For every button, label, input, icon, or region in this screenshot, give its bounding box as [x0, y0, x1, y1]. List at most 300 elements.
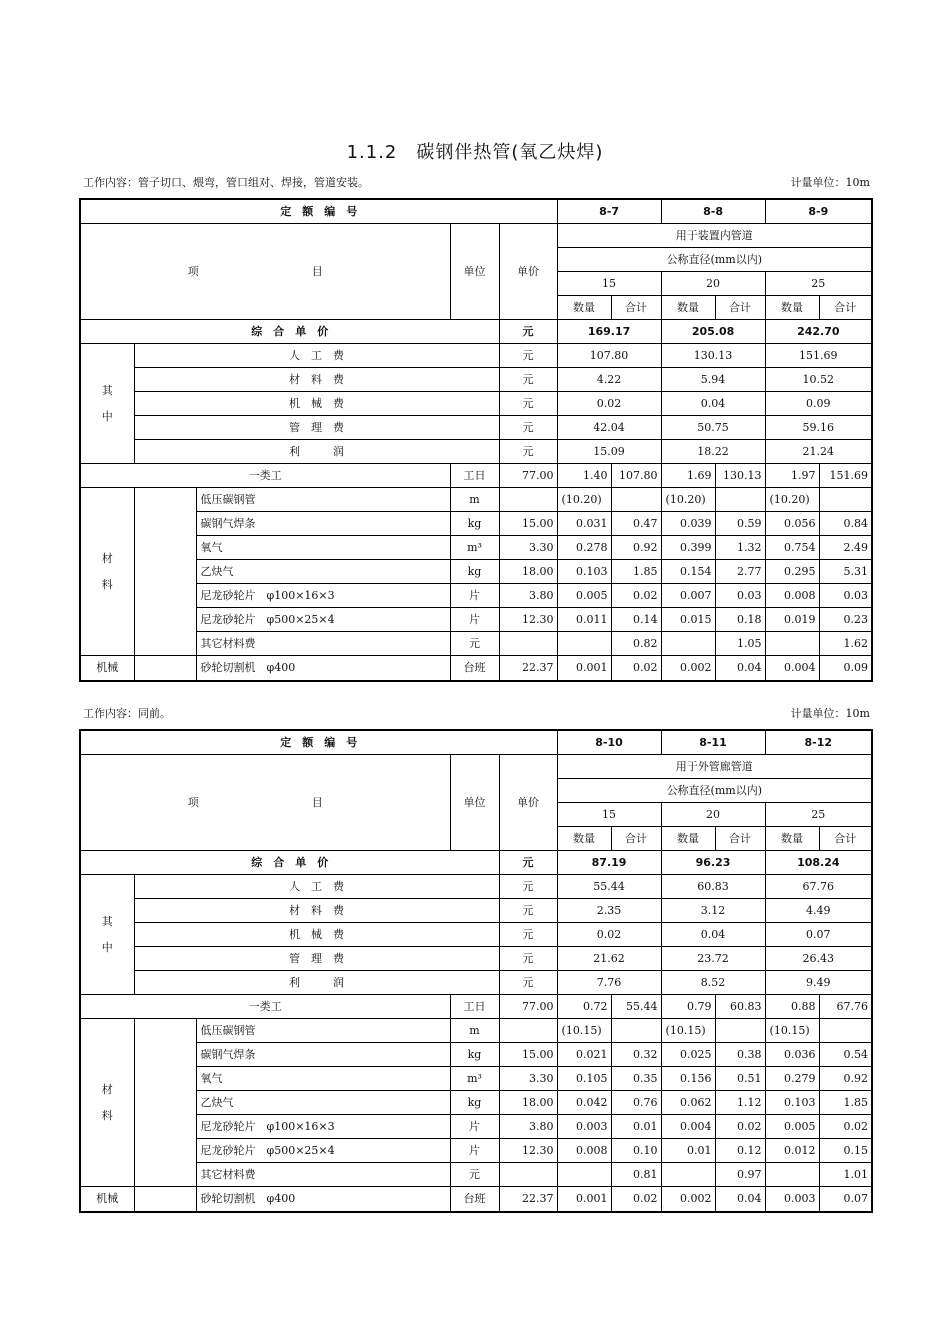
cost-value: 10.52	[765, 368, 872, 392]
material-sum: 0.10	[611, 1139, 661, 1163]
composite-label: 综 合 单 价	[80, 851, 499, 875]
material-qty: 0.015	[661, 608, 715, 632]
labor-cell: 55.44	[611, 995, 661, 1019]
cost-value: 0.04	[661, 923, 765, 947]
cost-value: 7.76	[557, 971, 661, 995]
qty-label: 数量	[557, 296, 611, 320]
composite-row	[80, 851, 872, 875]
cost-row	[80, 947, 872, 971]
material-sum: 0.51	[715, 1067, 765, 1091]
cost-value: 23.72	[661, 947, 765, 971]
material-price: 15.00	[499, 1043, 557, 1067]
material-qty: 0.056	[765, 512, 819, 536]
material-sum: 0.92	[819, 1067, 872, 1091]
section-2-meta	[83, 706, 870, 722]
labor-label: 一类工	[80, 464, 450, 488]
material-qty: 0.025	[661, 1043, 715, 1067]
material-unit: kg	[450, 512, 499, 536]
labor-cell: 67.76	[819, 995, 872, 1019]
material-sum: 0.15	[819, 1139, 872, 1163]
quota-code-row	[80, 199, 872, 224]
cost-value: 0.02	[557, 923, 661, 947]
diameter-value: 20	[661, 803, 765, 827]
material-sum: 0.97	[715, 1163, 765, 1187]
machine-sum: 0.07	[819, 1187, 872, 1212]
material-sum	[611, 1019, 661, 1043]
material-qty	[765, 632, 819, 656]
material-qty: 0.154	[661, 560, 715, 584]
composite-row	[80, 320, 872, 344]
cost-value: 0.07	[765, 923, 872, 947]
labor-price: 77.00	[499, 995, 557, 1019]
quota-code: 8-11	[661, 730, 765, 755]
material-sum: 0.54	[819, 1043, 872, 1067]
material-row	[80, 1091, 872, 1115]
material-name: 低压碳钢管	[196, 488, 450, 512]
cost-label: 管 理 费	[134, 947, 499, 971]
material-qty	[557, 632, 611, 656]
labor-unit: 工日	[450, 995, 499, 1019]
material-sum: 1.62	[819, 632, 872, 656]
material-row	[80, 1067, 872, 1091]
material-name: 乙炔气	[196, 1091, 450, 1115]
qty-label: 数量	[765, 296, 819, 320]
quota-table-1	[79, 198, 873, 682]
composite-value: 87.19	[557, 851, 661, 875]
material-qty	[661, 1163, 715, 1187]
diameter-label: 公称直径(mm以内)	[557, 248, 872, 272]
material-qty: (10.15)	[765, 1019, 819, 1043]
cost-unit: 元	[499, 416, 557, 440]
machine-blank	[134, 1187, 196, 1212]
among-label: 其中	[80, 875, 134, 995]
material-unit: m	[450, 488, 499, 512]
quota-code: 8-9	[765, 199, 872, 224]
cost-unit: 元	[499, 947, 557, 971]
labor-row	[80, 464, 872, 488]
material-sum	[715, 488, 765, 512]
material-sum: 0.59	[715, 512, 765, 536]
material-qty: 0.103	[557, 560, 611, 584]
machine-row	[80, 656, 872, 681]
qty-label: 数量	[661, 296, 715, 320]
cost-value: 5.94	[661, 368, 765, 392]
labor-cell: 1.69	[661, 464, 715, 488]
cost-label: 机 械 费	[134, 392, 499, 416]
quota-code-row	[80, 730, 872, 755]
labor-cell: 151.69	[819, 464, 872, 488]
material-qty	[765, 1163, 819, 1187]
material-sum: 0.03	[715, 584, 765, 608]
labor-cell: 0.88	[765, 995, 819, 1019]
material-sum: 1.32	[715, 536, 765, 560]
sum-label: 合计	[819, 296, 872, 320]
material-row	[80, 512, 872, 536]
material-name: 氧气	[196, 536, 450, 560]
material-sum: 0.92	[611, 536, 661, 560]
header-row	[80, 755, 872, 779]
cost-unit: 元	[499, 923, 557, 947]
material-row	[80, 1019, 872, 1043]
machine-sum: 0.04	[715, 1187, 765, 1212]
machine-qty: 0.002	[661, 1187, 715, 1212]
quota-code: 8-8	[661, 199, 765, 224]
materials-blank	[134, 488, 196, 656]
material-unit: m	[450, 1019, 499, 1043]
material-qty: 0.01	[661, 1139, 715, 1163]
material-unit: m³	[450, 1067, 499, 1091]
material-unit: kg	[450, 1091, 499, 1115]
material-unit: 片	[450, 608, 499, 632]
composite-value: 108.24	[765, 851, 872, 875]
material-qty	[661, 632, 715, 656]
cost-value: 15.09	[557, 440, 661, 464]
quota-code: 8-12	[765, 730, 872, 755]
machine-row	[80, 1187, 872, 1212]
material-price: 3.80	[499, 584, 557, 608]
machine-name: 砂轮切割机 φ400	[196, 656, 450, 681]
material-name: 乙炔气	[196, 560, 450, 584]
material-sum	[819, 1019, 872, 1043]
labor-cell: 130.13	[715, 464, 765, 488]
material-qty: 0.031	[557, 512, 611, 536]
machine-qty: 0.003	[765, 1187, 819, 1212]
diameter-value: 20	[661, 272, 765, 296]
cost-value: 67.76	[765, 875, 872, 899]
cost-unit: 元	[499, 875, 557, 899]
material-qty: 0.279	[765, 1067, 819, 1091]
qty-label: 数量	[765, 827, 819, 851]
material-name: 尼龙砂轮片 φ500×25×4	[196, 608, 450, 632]
labor-price: 77.00	[499, 464, 557, 488]
material-qty: 0.042	[557, 1091, 611, 1115]
cost-label: 管 理 费	[134, 416, 499, 440]
work-content: 工作内容：同前。	[83, 707, 171, 720]
material-sum: 0.18	[715, 608, 765, 632]
material-sum: 5.31	[819, 560, 872, 584]
material-sum: 0.23	[819, 608, 872, 632]
material-unit: 片	[450, 1139, 499, 1163]
material-qty: (10.20)	[765, 488, 819, 512]
unit-label: 单位	[450, 224, 499, 320]
cost-unit: 元	[499, 440, 557, 464]
cost-row	[80, 344, 872, 368]
machine-sum: 0.02	[611, 656, 661, 681]
header-row	[80, 224, 872, 248]
composite-unit: 元	[499, 851, 557, 875]
unit-label: 单位	[450, 755, 499, 851]
material-sum: 2.49	[819, 536, 872, 560]
material-qty: 0.754	[765, 536, 819, 560]
cost-label: 人 工 费	[134, 344, 499, 368]
composite-value: 169.17	[557, 320, 661, 344]
price-label: 单价	[499, 224, 557, 320]
sum-label: 合计	[715, 827, 765, 851]
material-row	[80, 536, 872, 560]
material-qty: 0.003	[557, 1115, 611, 1139]
material-qty: 0.278	[557, 536, 611, 560]
usage-label: 用于外管廊管道	[557, 755, 872, 779]
diameter-value: 25	[765, 803, 872, 827]
cost-row	[80, 923, 872, 947]
quota-table-2	[79, 729, 873, 1213]
machine-name: 砂轮切割机 φ400	[196, 1187, 450, 1212]
materials-label: 材料	[80, 488, 134, 656]
cost-row	[80, 392, 872, 416]
sum-label: 合计	[611, 296, 661, 320]
machine-qty: 0.004	[765, 656, 819, 681]
material-sum	[611, 488, 661, 512]
material-qty: 0.019	[765, 608, 819, 632]
machine-label: 机械	[80, 1187, 134, 1212]
material-price: 12.30	[499, 608, 557, 632]
cost-value: 151.69	[765, 344, 872, 368]
material-sum: 2.77	[715, 560, 765, 584]
machine-price: 22.37	[499, 1187, 557, 1212]
cost-row	[80, 899, 872, 923]
material-sum: 0.84	[819, 512, 872, 536]
material-qty: 0.004	[661, 1115, 715, 1139]
cost-value: 130.13	[661, 344, 765, 368]
machine-blank	[134, 656, 196, 681]
labor-row	[80, 995, 872, 1019]
material-sum: 0.35	[611, 1067, 661, 1091]
machine-sum: 0.09	[819, 656, 872, 681]
cost-label: 利 润	[134, 971, 499, 995]
material-sum: 0.14	[611, 608, 661, 632]
usage-label: 用于装置内管道	[557, 224, 872, 248]
composite-value: 242.70	[765, 320, 872, 344]
material-sum: 0.76	[611, 1091, 661, 1115]
material-sum: 0.12	[715, 1139, 765, 1163]
material-qty: 0.036	[765, 1043, 819, 1067]
material-qty: (10.20)	[557, 488, 611, 512]
cost-value: 3.12	[661, 899, 765, 923]
material-name: 尼龙砂轮片 φ100×16×3	[196, 584, 450, 608]
machine-unit: 台班	[450, 656, 499, 681]
material-row	[80, 1043, 872, 1067]
sum-label: 合计	[819, 827, 872, 851]
material-sum: 0.02	[715, 1115, 765, 1139]
material-unit: kg	[450, 560, 499, 584]
cost-value: 60.83	[661, 875, 765, 899]
cost-value: 0.04	[661, 392, 765, 416]
material-qty: 0.105	[557, 1067, 611, 1091]
material-name: 其它材料费	[196, 1163, 450, 1187]
material-price	[499, 1019, 557, 1043]
material-qty: 0.008	[765, 584, 819, 608]
composite-value: 96.23	[661, 851, 765, 875]
diameter-value: 15	[557, 272, 661, 296]
material-row	[80, 1163, 872, 1187]
cost-row	[80, 440, 872, 464]
sum-label: 合计	[611, 827, 661, 851]
material-unit: 元	[450, 1163, 499, 1187]
composite-label: 综 合 单 价	[80, 320, 499, 344]
materials-label: 材料	[80, 1019, 134, 1187]
composite-unit: 元	[499, 320, 557, 344]
material-price: 3.30	[499, 536, 557, 560]
sum-label: 合计	[715, 296, 765, 320]
labor-label: 一类工	[80, 995, 450, 1019]
labor-cell: 0.72	[557, 995, 611, 1019]
material-row	[80, 1115, 872, 1139]
labor-cell: 1.97	[765, 464, 819, 488]
quota-code: 8-10	[557, 730, 661, 755]
cost-value: 0.09	[765, 392, 872, 416]
cost-unit: 元	[499, 344, 557, 368]
material-qty: 0.012	[765, 1139, 819, 1163]
material-sum: 1.85	[819, 1091, 872, 1115]
cost-unit: 元	[499, 392, 557, 416]
material-qty: (10.15)	[557, 1019, 611, 1043]
cost-value: 42.04	[557, 416, 661, 440]
material-qty: 0.008	[557, 1139, 611, 1163]
material-price	[499, 632, 557, 656]
material-unit: 片	[450, 584, 499, 608]
material-sum: 0.02	[819, 1115, 872, 1139]
material-price: 18.00	[499, 560, 557, 584]
material-price	[499, 488, 557, 512]
machine-price: 22.37	[499, 656, 557, 681]
material-name: 尼龙砂轮片 φ500×25×4	[196, 1139, 450, 1163]
material-unit: kg	[450, 1043, 499, 1067]
machine-qty: 0.002	[661, 656, 715, 681]
labor-unit: 工日	[450, 464, 499, 488]
cost-value: 4.22	[557, 368, 661, 392]
material-qty: 0.005	[765, 1115, 819, 1139]
machine-sum: 0.02	[611, 1187, 661, 1212]
labor-cell: 60.83	[715, 995, 765, 1019]
machine-qty: 0.001	[557, 656, 611, 681]
material-row	[80, 584, 872, 608]
quota-code-label: 定 额 编 号	[80, 199, 557, 224]
material-qty: (10.20)	[661, 488, 715, 512]
cost-label: 材 料 费	[134, 899, 499, 923]
cost-label: 机 械 费	[134, 923, 499, 947]
cost-value: 9.49	[765, 971, 872, 995]
cost-label: 利 润	[134, 440, 499, 464]
quota-code: 8-7	[557, 199, 661, 224]
cost-value: 107.80	[557, 344, 661, 368]
cost-value: 0.02	[557, 392, 661, 416]
material-qty: 0.021	[557, 1043, 611, 1067]
qty-label: 数量	[557, 827, 611, 851]
machine-unit: 台班	[450, 1187, 499, 1212]
diameter-value: 25	[765, 272, 872, 296]
material-price: 3.80	[499, 1115, 557, 1139]
cost-value: 8.52	[661, 971, 765, 995]
cost-value: 2.35	[557, 899, 661, 923]
labor-cell: 107.80	[611, 464, 661, 488]
material-price: 12.30	[499, 1139, 557, 1163]
quota-code-label: 定 额 编 号	[80, 730, 557, 755]
material-qty: 0.295	[765, 560, 819, 584]
material-sum: 1.85	[611, 560, 661, 584]
material-unit: 片	[450, 1115, 499, 1139]
materials-blank	[134, 1019, 196, 1187]
material-qty: 0.399	[661, 536, 715, 560]
material-qty	[557, 1163, 611, 1187]
material-unit: m³	[450, 536, 499, 560]
material-sum	[715, 1019, 765, 1043]
material-sum: 1.01	[819, 1163, 872, 1187]
material-name: 尼龙砂轮片 φ100×16×3	[196, 1115, 450, 1139]
material-qty: 0.039	[661, 512, 715, 536]
measure-unit: 计量单位：10m	[790, 176, 870, 189]
material-price: 15.00	[499, 512, 557, 536]
material-row	[80, 632, 872, 656]
material-price: 3.30	[499, 1067, 557, 1091]
price-label: 单价	[499, 755, 557, 851]
cost-value: 21.62	[557, 947, 661, 971]
cost-value: 55.44	[557, 875, 661, 899]
cost-label: 人 工 费	[134, 875, 499, 899]
material-sum: 1.12	[715, 1091, 765, 1115]
material-name: 低压碳钢管	[196, 1019, 450, 1043]
machine-label: 机械	[80, 656, 134, 681]
page-title: 1.1.2 碳钢伴热管(氧乙炔焊)	[346, 142, 604, 163]
material-sum: 0.38	[715, 1043, 765, 1067]
material-sum: 1.05	[715, 632, 765, 656]
qty-label: 数量	[661, 827, 715, 851]
item-label: 项 目	[80, 224, 450, 320]
cost-row	[80, 368, 872, 392]
machine-sum: 0.04	[715, 656, 765, 681]
labor-cell: 1.40	[557, 464, 611, 488]
material-sum: 0.02	[611, 584, 661, 608]
labor-cell: 0.79	[661, 995, 715, 1019]
diameter-label: 公称直径(mm以内)	[557, 779, 872, 803]
cost-unit: 元	[499, 368, 557, 392]
material-sum: 0.01	[611, 1115, 661, 1139]
composite-value: 205.08	[661, 320, 765, 344]
material-qty: (10.15)	[661, 1019, 715, 1043]
cost-unit: 元	[499, 971, 557, 995]
material-name: 氧气	[196, 1067, 450, 1091]
material-sum	[819, 488, 872, 512]
material-name: 碳钢气焊条	[196, 512, 450, 536]
material-sum: 0.82	[611, 632, 661, 656]
material-row	[80, 1139, 872, 1163]
material-name: 碳钢气焊条	[196, 1043, 450, 1067]
cost-value: 4.49	[765, 899, 872, 923]
material-qty: 0.007	[661, 584, 715, 608]
material-qty: 0.156	[661, 1067, 715, 1091]
material-qty: 0.062	[661, 1091, 715, 1115]
material-price	[499, 1163, 557, 1187]
material-sum: 0.32	[611, 1043, 661, 1067]
material-sum: 0.47	[611, 512, 661, 536]
material-row	[80, 488, 872, 512]
cost-row	[80, 971, 872, 995]
cost-value: 59.16	[765, 416, 872, 440]
section-1-meta	[83, 175, 870, 191]
cost-row	[80, 416, 872, 440]
machine-qty: 0.001	[557, 1187, 611, 1212]
work-content: 工作内容：管子切口、煨弯，管口组对、焊接，管道安装。	[83, 176, 369, 189]
item-label: 项 目	[80, 755, 450, 851]
material-name: 其它材料费	[196, 632, 450, 656]
cost-label: 材 料 费	[134, 368, 499, 392]
cost-value: 21.24	[765, 440, 872, 464]
material-qty: 0.005	[557, 584, 611, 608]
cost-unit: 元	[499, 899, 557, 923]
material-row	[80, 608, 872, 632]
material-qty: 0.011	[557, 608, 611, 632]
material-row	[80, 560, 872, 584]
measure-unit: 计量单位：10m	[790, 707, 870, 720]
